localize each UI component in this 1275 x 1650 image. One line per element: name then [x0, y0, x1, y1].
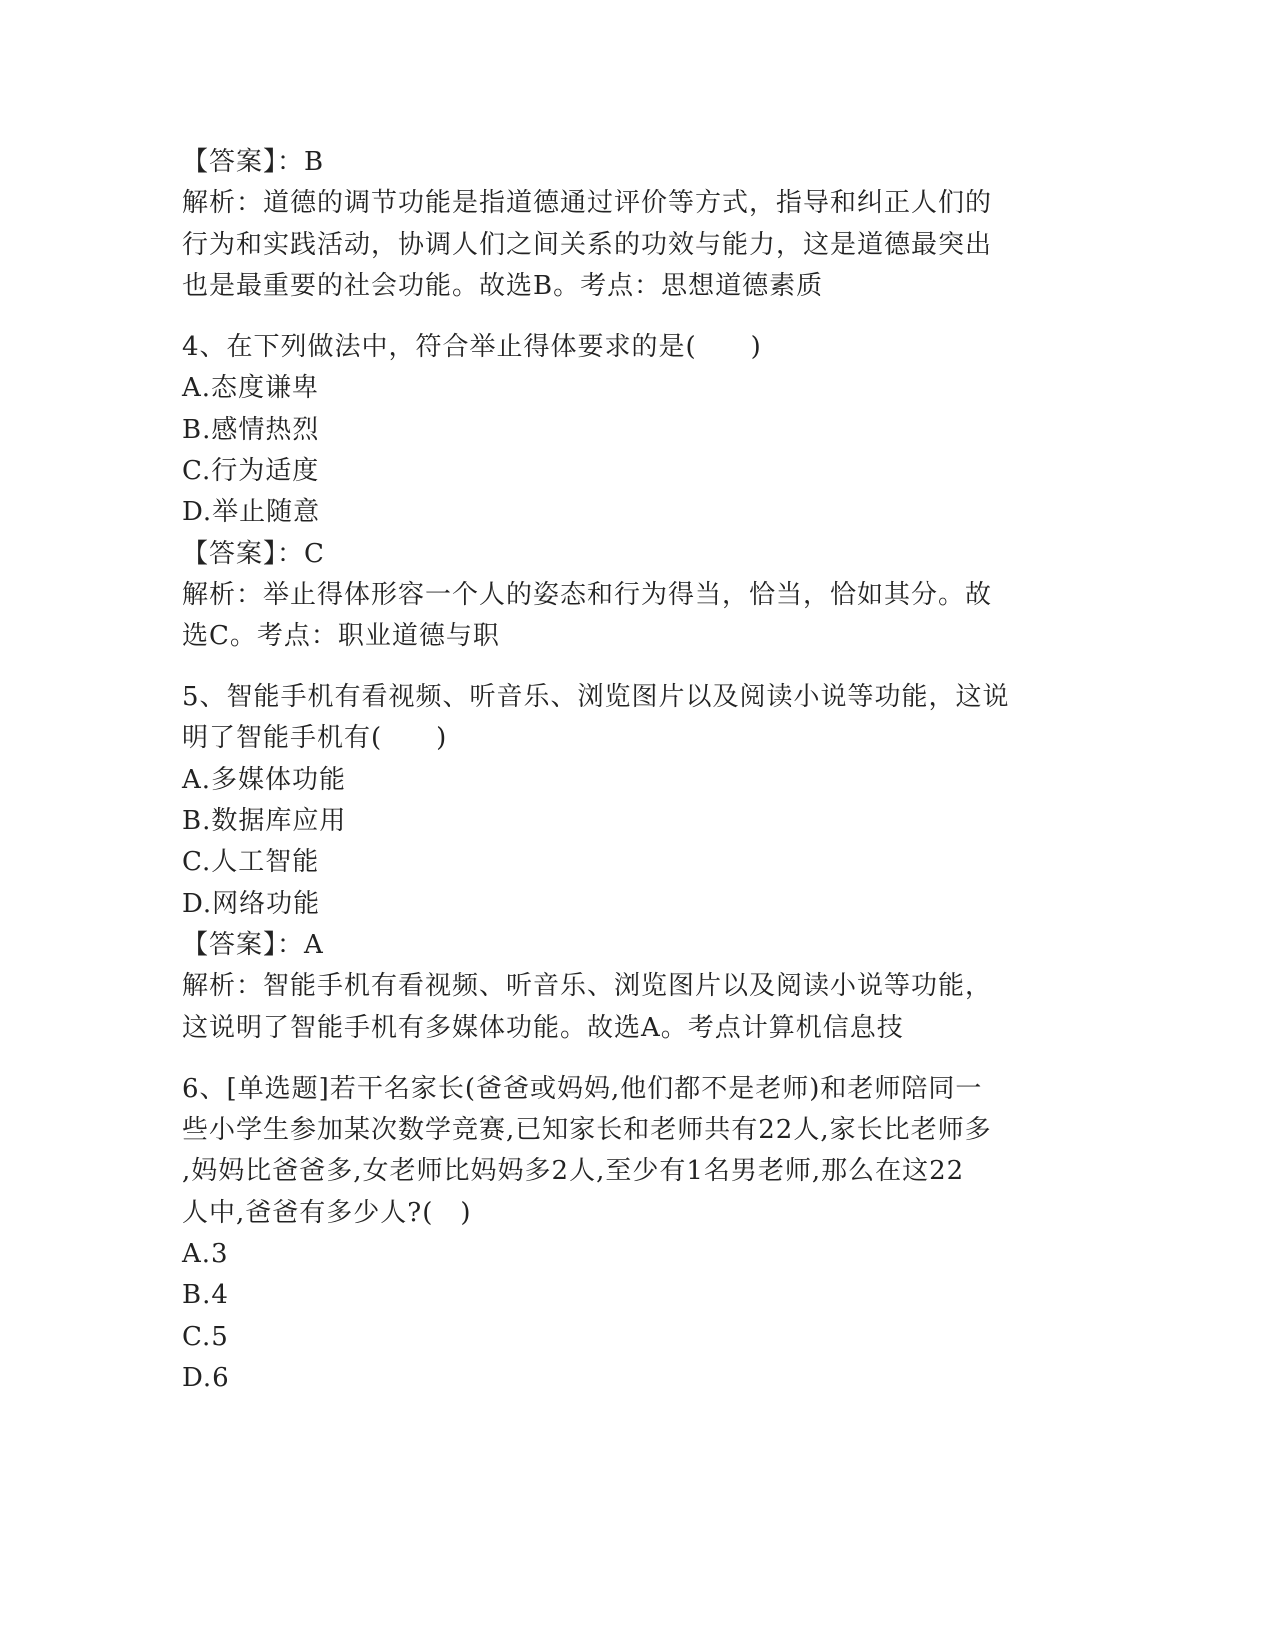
q4-analysis-line: 选C。考点：职业道德与职	[182, 621, 500, 651]
q5-option-d: D.网络功能	[182, 889, 321, 919]
q6-question: 6、[单选题]若干名家长(爸爸或妈妈,他们都不是老师)和老师陪同一	[182, 1074, 983, 1104]
q5-question: 明了智能手机有( )	[182, 723, 448, 753]
q5-option-a: A.多媒体功能	[182, 765, 347, 795]
q3-answer: 【答案】：B	[182, 147, 325, 177]
q4-option-b: B.感情热烈	[182, 415, 320, 445]
q5-question: 5、智能手机有看视频、听音乐、浏览图片以及阅读小说等功能，这说	[182, 682, 1010, 712]
q3-analysis-line: 也是最重要的社会功能。故选B。考点：思想道德素质	[182, 271, 824, 301]
q6-question: 些小学生参加某次数学竞赛,已知家长和老师共有22人,家长比老师多	[182, 1115, 992, 1145]
q6-option-c: C.5	[182, 1322, 229, 1352]
q6-question: 人中,爸爸有多少人?( )	[182, 1198, 472, 1228]
q6-question: ,妈妈比爸爸多,女老师比妈妈多2人,至少有1名男老师,那么在这22	[182, 1156, 965, 1186]
q3-analysis-line: 解析：道德的调节功能是指道德通过评价等方式，指导和纠正人们的	[182, 188, 993, 218]
q3-analysis-line: 行为和实践活动，协调人们之间关系的功效与能力，这是道德最突出	[182, 230, 993, 260]
q6-option-b: B.4	[182, 1280, 229, 1310]
q5-option-b: B.数据库应用	[182, 806, 347, 836]
q6-option-a: A.3	[182, 1239, 229, 1269]
q4-analysis-line: 解析：举止得体形容一个人的姿态和行为得当，恰当，恰如其分。故	[182, 580, 993, 610]
q4-question: 4、在下列做法中，符合举止得体要求的是( )	[182, 332, 762, 362]
q4-option-a: A.态度谦卑	[182, 373, 320, 403]
q5-analysis-line: 解析：智能手机有看视频、听音乐、浏览图片以及阅读小说等功能，	[182, 971, 993, 1001]
q4-option-c: C.行为适度	[182, 456, 320, 486]
q4-option-d: D.举止随意	[182, 497, 321, 527]
q5-analysis-line: 这说明了智能手机有多媒体功能。故选A。考点计算机信息技	[182, 1013, 904, 1043]
q4-answer: 【答案】：C	[182, 539, 325, 569]
q6-option-d: D.6	[182, 1363, 230, 1393]
q5-answer: 【答案】：A	[182, 930, 324, 960]
q5-option-c: C.人工智能	[182, 847, 320, 877]
